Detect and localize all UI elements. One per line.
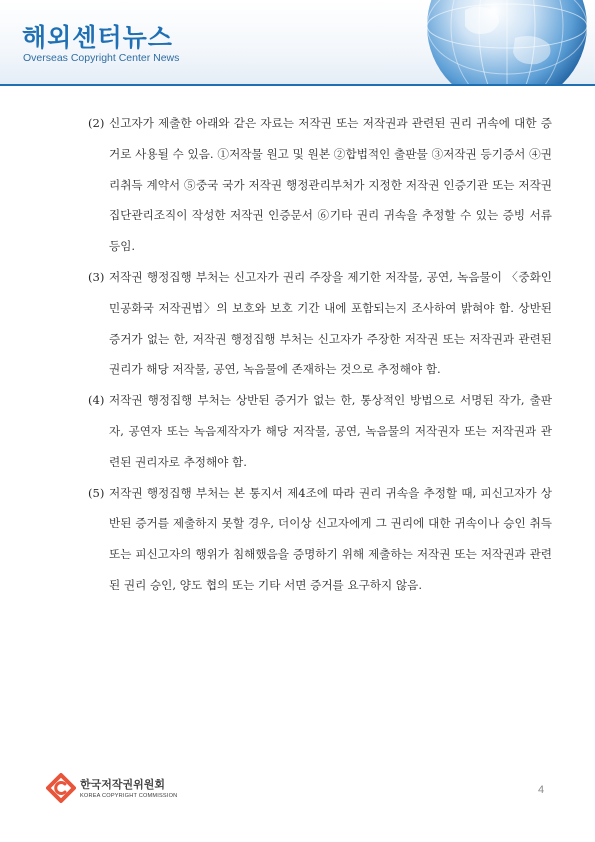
paragraph-text: 저작권 행정집행 부처는 상반된 증거가 없는 한, 통상적인 방법으로 서명된 작가, 출판자, 공연자 또는 녹음제작자가 해당 저작물, 공연, 녹음물의 저작권자 또는 저작권과 관련된 권리자로 추정해야 함. bbox=[109, 393, 552, 469]
paragraph-item bbox=[88, 262, 552, 385]
page-number: 4 bbox=[538, 784, 545, 796]
paragraph-number: (2) bbox=[88, 116, 105, 130]
globe-icon bbox=[395, 0, 595, 84]
organization-logo bbox=[46, 773, 206, 807]
organization-name-korean: 한국저작권위원회 bbox=[80, 778, 166, 791]
paragraph-number: (4) bbox=[88, 393, 105, 408]
copyright-logo-icon bbox=[46, 773, 76, 803]
organization-name-english: KOREA COPYRIGHT COMMISSION bbox=[80, 793, 178, 799]
paragraph-number: (3) bbox=[88, 269, 105, 284]
paragraph-number: (5) bbox=[88, 485, 105, 500]
header-divider bbox=[0, 84, 595, 86]
paragraph-text: 신고자가 제출한 아래와 같은 자료는 저작권 또는 저작권과 관련된 권리 귀속에 대한 증거로 사용될 수 있음. ①저작물 원고 및 원본 ②합법적인 출판물 ③저작권 등기증서 ④권리취득 계약서 ⑤중국 국가 저작권 행정관리부처가 지정한 저작권 인증기관 또는 저작권 집단관리조직이 작성한 저작권 인증문서 ⑥기타 권리 귀속을 추정할 수 있는 증빙 서류 등임. bbox=[109, 116, 552, 254]
paragraph-text: 저작권 행정집행 부처는 본 통지서 제4조에 따라 권리 귀속을 추정할 때, 피신고자가 상반된 증거를 제출하지 못할 경우, 더이상 신고자에게 그 권리에 대한 귀속이나 승인 취득 또는 피신고자의 행위가 침해했음을 증명하기 위해 제출하는 저작권 또는 저작권과 관련된 권리 승인, 양도 협의 또는 기타 서면 증거를 요구하지 않음. bbox=[109, 485, 552, 592]
paragraph-item bbox=[88, 108, 552, 262]
page-header bbox=[0, 0, 595, 84]
header-subtitle: Overseas Copyright Center News bbox=[23, 52, 180, 64]
paragraph-text: 저작권 행정집행 부처는 신고자가 권리 주장을 제기한 저작물, 공연, 녹음물이 〈중화인민공화국 저작권법〉의 보호와 보호 기간 내에 포함되는지 조사하여 밝혀야 함. 상반된 증거가 없는 한, 저작권 행정집행 부처는 신고자가 주장한 저작권 또는 저작권과 관련된 권리가 해당 저작물, 공연, 녹음물에 존재하는 것으로 추정해야 함. bbox=[109, 269, 552, 377]
paragraph-item bbox=[88, 478, 552, 601]
paragraph-item bbox=[88, 385, 552, 477]
header-title: 해외센터뉴스 bbox=[22, 23, 173, 52]
document-body bbox=[88, 108, 552, 601]
